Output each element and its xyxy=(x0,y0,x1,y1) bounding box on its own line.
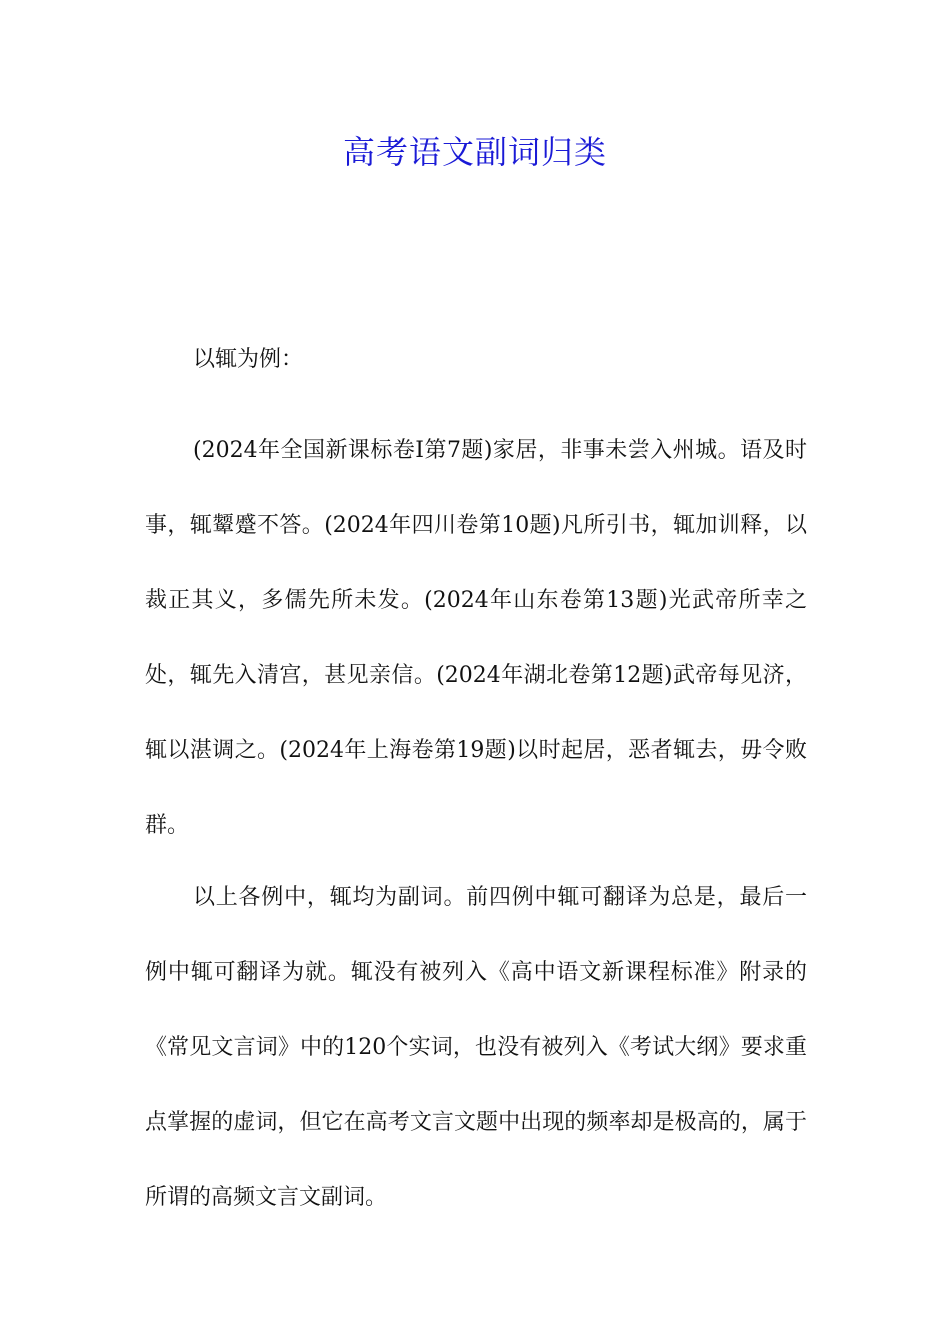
examples-paragraph: (2024年全国新课标卷Ⅰ第7题)家居，非事未尝入州城。语及时事，辄颦蹙不答。(2024年四川卷第10题)凡所引书，辄加训释，以裁正其义，多儒先所未发。(2024年山东卷第13题)光武帝所幸之处，辄先入清宫，甚见亲信。(2024年湖北卷第12题)武帝每见济，辄以湛调之。(2024年上海卷第19题)以时起居，恶者辄去，毋令败群。 xyxy=(145,438,807,838)
document-title: 高考语文副词归类 xyxy=(342,133,607,171)
analysis-paragraph: 以上各例中，辄均为副词。前四例中辄可翻译为总是，最后一例中辄可翻译为就。辄没有被列入《高中语文新课程标准》附录的《常见文言词》中的120个实词，也没有被列入《考试大纲》要求重点掌握的虚词，但它在高考文言文题中出现的频率却是极高的，属于所谓的高频文言文副词。 xyxy=(145,885,807,1210)
intro-paragraph: 以辄为例： xyxy=(193,347,304,372)
